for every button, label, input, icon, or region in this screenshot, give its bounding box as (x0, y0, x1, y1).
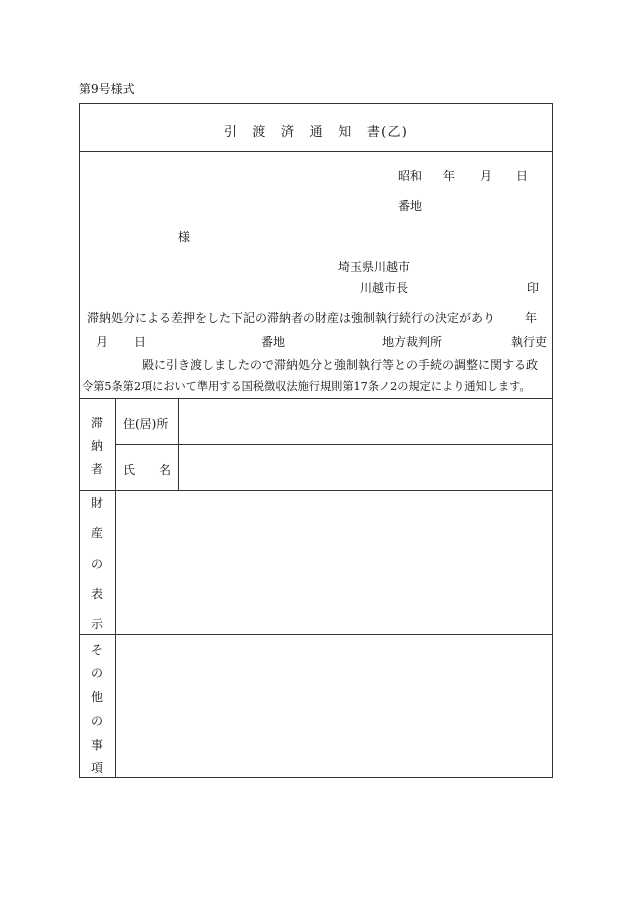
form-number: 第9号様式 (79, 82, 135, 96)
property-label-char: 示 (90, 617, 103, 631)
other-label-char: 他 (90, 690, 103, 704)
notice-court: 地方裁判所 (382, 335, 443, 349)
divider (80, 634, 552, 635)
other-field[interactable] (117, 636, 550, 775)
property-label-char: 産 (90, 526, 103, 540)
name-label: 氏 名 (123, 463, 172, 477)
taxpayer-label-char: 滞 (90, 416, 103, 430)
other-label-char: 事 (90, 738, 103, 752)
notice-year: 年 (525, 311, 538, 325)
notice-line-3: 殿に引き渡しましたので滞納処分と強制執行等との手続の調整に関する政 (142, 358, 539, 372)
other-label-char: の (90, 666, 103, 680)
date-month: 月 (480, 169, 493, 183)
notice-day: 日 (134, 335, 147, 349)
property-label-char: 表 (90, 587, 103, 601)
other-label-char: の (90, 714, 103, 728)
form-title: 引 渡 済 通 知 書(乙) (223, 125, 409, 140)
recipient-address: 番地 (398, 199, 423, 213)
divider (80, 490, 552, 491)
notice-month: 月 (96, 335, 109, 349)
notice-officer: 執行吏 (511, 335, 548, 349)
other-label-char: そ (90, 643, 103, 657)
divider (80, 398, 552, 399)
taxpayer-label-char: 納 (90, 439, 103, 453)
recipient-honorific: 様 (178, 230, 191, 244)
divider (115, 490, 116, 634)
divider (115, 634, 116, 777)
name-field[interactable] (180, 446, 550, 488)
seal-mark: 印 (527, 281, 540, 295)
notice-line-4: 令第5条第2項において準用する国税徴収法施行規則第17条ノ2の規定により通知します。 (82, 380, 531, 393)
notice-form (79, 103, 553, 778)
date-day: 日 (516, 169, 529, 183)
issuer-mayor: 川越市長 (360, 281, 409, 295)
address-label: 住(居)所 (123, 417, 169, 431)
notice-banchi: 番地 (261, 335, 286, 349)
property-label-char: 財 (90, 496, 103, 510)
divider (80, 151, 552, 152)
address-field[interactable] (180, 400, 550, 442)
property-field[interactable] (117, 492, 550, 632)
notice-line-1: 滞納処分による差押をした下記の滞納者の財産は強制執行続行の決定があり (87, 311, 496, 325)
divider (115, 444, 552, 445)
other-label-char: 項 (90, 761, 103, 775)
property-label-char: の (90, 557, 103, 571)
date-era: 昭和 (398, 169, 423, 183)
date-year: 年 (443, 169, 456, 183)
taxpayer-label-char: 者 (90, 462, 103, 476)
issuer-city: 埼玉県川越市 (338, 260, 411, 274)
